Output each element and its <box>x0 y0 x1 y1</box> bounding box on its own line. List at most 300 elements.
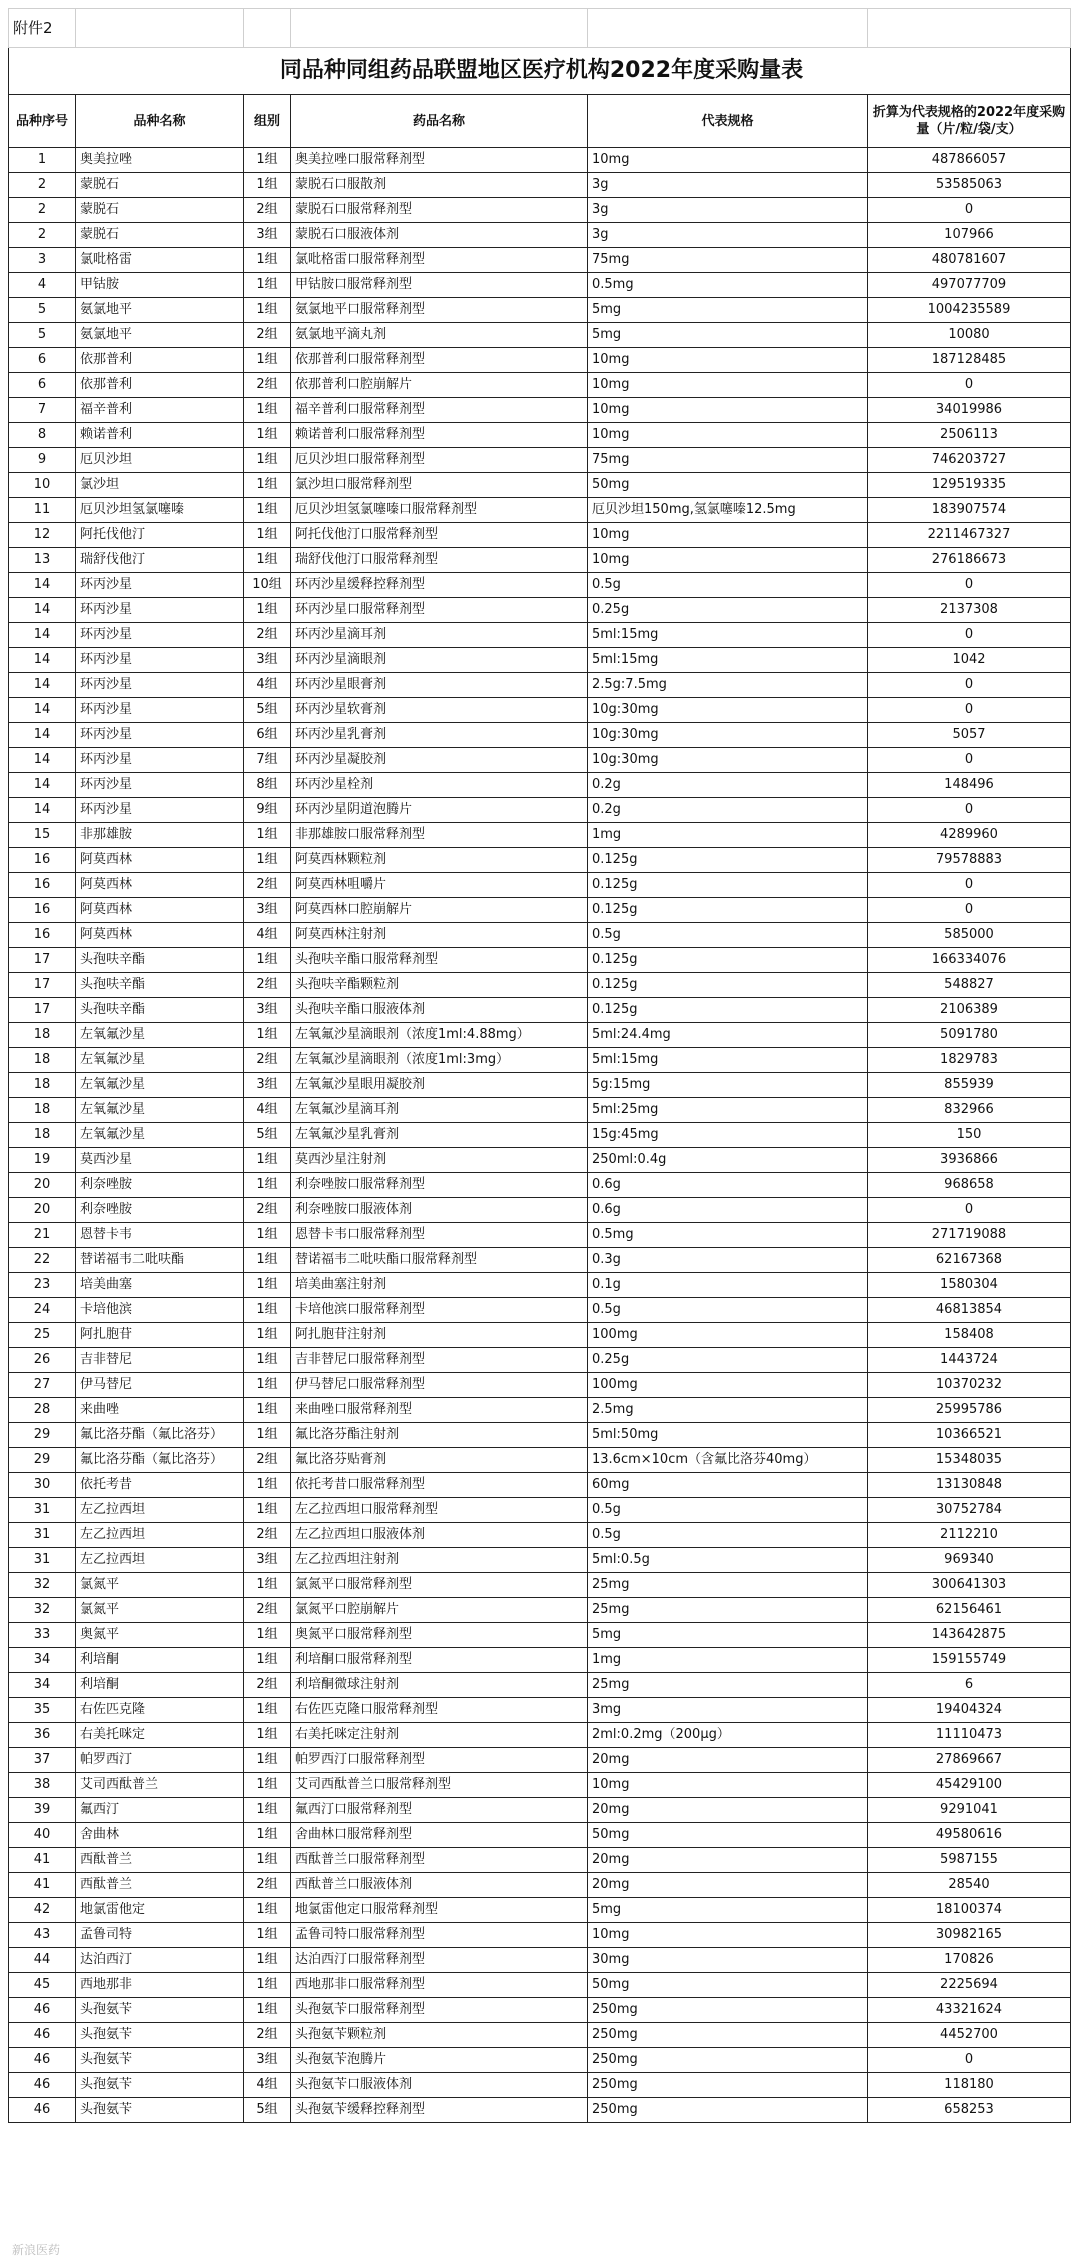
cell-drug-name: 环丙沙星软膏剂 <box>291 698 588 723</box>
table-row <box>9 2048 1071 2073</box>
cell-drug-name: 恩替卡韦口服常释剂型 <box>291 1223 588 1248</box>
cell-group: 1组 <box>244 1698 291 1723</box>
cell-variety-no: 30 <box>9 1473 76 1498</box>
header-quantity: 折算为代表规格的2022年度采购量（片/粒/袋/支） <box>868 95 1071 148</box>
cell-drug-name: 氯氮平口服常释剂型 <box>291 1573 588 1598</box>
cell-drug-name: 左乙拉西坦注射剂 <box>291 1548 588 1573</box>
cell-variety-name: 阿莫西林 <box>76 898 244 923</box>
cell-variety-no: 13 <box>9 548 76 573</box>
cell-group: 7组 <box>244 748 291 773</box>
cell-spec: 20mg <box>588 1873 868 1898</box>
cell-drug-name: 瑞舒伐他汀口服常释剂型 <box>291 548 588 573</box>
table-row <box>9 1173 1071 1198</box>
cell-spec: 0.5mg <box>588 273 868 298</box>
cell-variety-name: 环丙沙星 <box>76 623 244 648</box>
cell-group: 1组 <box>244 148 291 173</box>
cell-quantity: 0 <box>868 573 1071 598</box>
table-row <box>9 698 1071 723</box>
cell-group: 1组 <box>244 848 291 873</box>
table-row <box>9 823 1071 848</box>
cell-quantity: 1829783 <box>868 1048 1071 1073</box>
table-row <box>9 1323 1071 1348</box>
cell-drug-name: 利奈唑胺口服液体剂 <box>291 1198 588 1223</box>
cell-spec: 0.3g <box>588 1248 868 1273</box>
cell-group: 1组 <box>244 523 291 548</box>
cell-drug-name: 氯吡格雷口服常释剂型 <box>291 248 588 273</box>
cell-variety-no: 26 <box>9 1348 76 1373</box>
cell-variety-name: 氟比洛芬酯（氟比洛芬） <box>76 1448 244 1473</box>
cell-quantity: 53585063 <box>868 173 1071 198</box>
cell-quantity: 0 <box>868 2048 1071 2073</box>
cell-quantity: 855939 <box>868 1073 1071 1098</box>
cell-spec: 60mg <box>588 1473 868 1498</box>
cell-variety-name: 氟西汀 <box>76 1798 244 1823</box>
cell-variety-name: 利培酮 <box>76 1648 244 1673</box>
cell-quantity: 5091780 <box>868 1023 1071 1048</box>
cell-variety-name: 头孢氨苄 <box>76 2048 244 2073</box>
cell-quantity: 27869667 <box>868 1748 1071 1773</box>
cell-quantity: 166334076 <box>868 948 1071 973</box>
table-row <box>9 973 1071 998</box>
table-row <box>9 798 1071 823</box>
table-row <box>9 1873 1071 1898</box>
cell-quantity: 79578883 <box>868 848 1071 873</box>
table-row <box>9 523 1071 548</box>
cell-drug-name: 环丙沙星口服常释剂型 <box>291 598 588 623</box>
cell-variety-name: 依那普利 <box>76 348 244 373</box>
cell-spec: 0.5g <box>588 1498 868 1523</box>
table-row <box>9 1698 1071 1723</box>
table-row <box>9 998 1071 1023</box>
cell-group: 4组 <box>244 1098 291 1123</box>
cell-quantity: 15348035 <box>868 1448 1071 1473</box>
cell-drug-name: 氯氮平口腔崩解片 <box>291 1598 588 1623</box>
table-row <box>9 1148 1071 1173</box>
cell-drug-name: 依那普利口服常释剂型 <box>291 348 588 373</box>
cell-variety-name: 莫西沙星 <box>76 1148 244 1173</box>
cell-variety-no: 29 <box>9 1448 76 1473</box>
cell-group: 3组 <box>244 898 291 923</box>
header-spec: 代表规格 <box>588 95 868 148</box>
table-row <box>9 1898 1071 1923</box>
table-row <box>9 1298 1071 1323</box>
cell-spec: 13.6cm×10cm（含氟比洛芬40mg） <box>588 1448 868 1473</box>
cell-drug-name: 阿莫西林口腔崩解片 <box>291 898 588 923</box>
table-row <box>9 348 1071 373</box>
cell-group: 1组 <box>244 348 291 373</box>
cell-quantity: 34019986 <box>868 398 1071 423</box>
cell-drug-name: 氨氯地平滴丸剂 <box>291 323 588 348</box>
cell-quantity: 5987155 <box>868 1848 1071 1873</box>
table-row <box>9 2023 1071 2048</box>
cell-spec: 10g:30mg <box>588 748 868 773</box>
cell-variety-no: 32 <box>9 1598 76 1623</box>
cell-drug-name: 艾司西酞普兰口服常释剂型 <box>291 1773 588 1798</box>
cell-variety-no: 44 <box>9 1948 76 1973</box>
cell-quantity: 0 <box>868 1198 1071 1223</box>
cell-variety-no: 7 <box>9 398 76 423</box>
table-row <box>9 948 1071 973</box>
cell-variety-no: 14 <box>9 623 76 648</box>
cell-group: 2组 <box>244 623 291 648</box>
cell-variety-name: 氯氮平 <box>76 1598 244 1623</box>
cell-quantity: 118180 <box>868 2073 1071 2098</box>
cell-variety-name: 头孢氨苄 <box>76 2023 244 2048</box>
table-row <box>9 1448 1071 1473</box>
cell-drug-name: 右美托咪定注射剂 <box>291 1723 588 1748</box>
cell-spec: 1mg <box>588 1648 868 1673</box>
cell-drug-name: 环丙沙星乳膏剂 <box>291 723 588 748</box>
spreadsheet <box>8 8 1070 2123</box>
table-row <box>9 1223 1071 1248</box>
cell-variety-no: 46 <box>9 1998 76 2023</box>
cell-group: 1组 <box>244 948 291 973</box>
cell-variety-no: 14 <box>9 648 76 673</box>
cell-drug-name: 左氧氟沙星乳膏剂 <box>291 1123 588 1148</box>
cell-spec: 75mg <box>588 448 868 473</box>
cell-variety-name: 西酞普兰 <box>76 1873 244 1898</box>
cell-quantity: 658253 <box>868 2098 1071 2123</box>
cell-variety-no: 18 <box>9 1073 76 1098</box>
cell-quantity: 497077709 <box>868 273 1071 298</box>
cell-spec: 5mg <box>588 323 868 348</box>
cell-variety-no: 23 <box>9 1273 76 1298</box>
cell-spec: 0.1g <box>588 1273 868 1298</box>
cell-variety-no: 24 <box>9 1298 76 1323</box>
cell-variety-no: 4 <box>9 273 76 298</box>
cell-group: 1组 <box>244 173 291 198</box>
cell-spec: 10mg <box>588 523 868 548</box>
cell-variety-no: 17 <box>9 973 76 998</box>
table-row <box>9 573 1071 598</box>
cell-spec: 0.5g <box>588 923 868 948</box>
cell-spec: 1mg <box>588 823 868 848</box>
cell-spec: 10mg <box>588 148 868 173</box>
cell-variety-name: 卡培他滨 <box>76 1298 244 1323</box>
table-row <box>9 1673 1071 1698</box>
cell-quantity: 0 <box>868 873 1071 898</box>
cell-drug-name: 环丙沙星滴眼剂 <box>291 648 588 673</box>
cell-variety-no: 34 <box>9 1648 76 1673</box>
header-variety-no: 品种序号 <box>9 95 76 148</box>
cell-drug-name: 奥氮平口服常释剂型 <box>291 1623 588 1648</box>
table-row <box>9 923 1071 948</box>
cell-group: 5组 <box>244 698 291 723</box>
cell-variety-no: 42 <box>9 1898 76 1923</box>
cell-spec: 3mg <box>588 1698 868 1723</box>
cell-drug-name: 伊马替尼口服常释剂型 <box>291 1373 588 1398</box>
cell-quantity: 480781607 <box>868 248 1071 273</box>
cell-variety-no: 32 <box>9 1573 76 1598</box>
cell-drug-name: 依托考昔口服常释剂型 <box>291 1473 588 1498</box>
cell-quantity: 968658 <box>868 1173 1071 1198</box>
cell-variety-name: 甲钴胺 <box>76 273 244 298</box>
cell-variety-name: 艾司西酞普兰 <box>76 1773 244 1798</box>
table-row <box>9 1023 1071 1048</box>
cell-variety-no: 1 <box>9 148 76 173</box>
cell-quantity: 30982165 <box>868 1923 1071 1948</box>
attachment-label: 附件2 <box>9 9 76 48</box>
cell-drug-name: 阿莫西林颗粒剂 <box>291 848 588 873</box>
cell-spec: 75mg <box>588 248 868 273</box>
cell-variety-no: 41 <box>9 1873 76 1898</box>
cell-variety-name: 头孢呋辛酯 <box>76 998 244 1023</box>
cell-drug-name: 利培酮微球注射剂 <box>291 1673 588 1698</box>
cell-drug-name: 头孢氨苄口服常释剂型 <box>291 1998 588 2023</box>
cell-variety-no: 20 <box>9 1173 76 1198</box>
cell-spec: 0.25g <box>588 598 868 623</box>
cell-group: 4组 <box>244 923 291 948</box>
cell-variety-name: 赖诺普利 <box>76 423 244 448</box>
cell-variety-no: 14 <box>9 698 76 723</box>
cell-quantity: 1042 <box>868 648 1071 673</box>
cell-variety-name: 氯沙坦 <box>76 473 244 498</box>
cell-quantity: 43321624 <box>868 1998 1071 2023</box>
cell-spec: 0.5g <box>588 1298 868 1323</box>
cell-drug-name: 厄贝沙坦口服常释剂型 <box>291 448 588 473</box>
cell-variety-name: 利培酮 <box>76 1673 244 1698</box>
cell-drug-name: 来曲唑口服常释剂型 <box>291 1398 588 1423</box>
cell-quantity: 5057 <box>868 723 1071 748</box>
cell-quantity: 2106389 <box>868 998 1071 1023</box>
table-row <box>9 2098 1071 2123</box>
cell-quantity: 969340 <box>868 1548 1071 1573</box>
table-row <box>9 773 1071 798</box>
cell-spec: 0.2g <box>588 798 868 823</box>
cell-quantity: 585000 <box>868 923 1071 948</box>
cell-spec: 2.5mg <box>588 1398 868 1423</box>
cell-drug-name: 莫西沙星注射剂 <box>291 1148 588 1173</box>
cell-quantity: 0 <box>868 198 1071 223</box>
cell-variety-no: 16 <box>9 873 76 898</box>
cell-variety-name: 阿扎胞苷 <box>76 1323 244 1348</box>
attachment-row <box>9 9 1071 48</box>
cell-variety-name: 头孢呋辛酯 <box>76 973 244 998</box>
cell-variety-name: 帕罗西汀 <box>76 1748 244 1773</box>
cell-group: 1组 <box>244 1498 291 1523</box>
cell-variety-name: 头孢氨苄 <box>76 2098 244 2123</box>
cell-variety-name: 蒙脱石 <box>76 223 244 248</box>
table-row <box>9 1373 1071 1398</box>
cell-quantity: 170826 <box>868 1948 1071 1973</box>
table-row <box>9 1973 1071 1998</box>
cell-variety-name: 环丙沙星 <box>76 698 244 723</box>
cell-variety-no: 36 <box>9 1723 76 1748</box>
cell-variety-name: 右佐匹克隆 <box>76 1698 244 1723</box>
cell-quantity: 2112210 <box>868 1523 1071 1548</box>
cell-quantity: 746203727 <box>868 448 1071 473</box>
cell-spec: 20mg <box>588 1748 868 1773</box>
table-row <box>9 1748 1071 1773</box>
cell-group: 1组 <box>244 1748 291 1773</box>
cell-spec: 250mg <box>588 2073 868 2098</box>
cell-variety-name: 非那雄胺 <box>76 823 244 848</box>
cell-variety-name: 环丙沙星 <box>76 723 244 748</box>
cell-spec: 15g:45mg <box>588 1123 868 1148</box>
table-row <box>9 1473 1071 1498</box>
cell-drug-name: 左氧氟沙星滴眼剂（浓度1ml:4.88mg） <box>291 1023 588 1048</box>
cell-group: 1组 <box>244 1423 291 1448</box>
cell-group: 4组 <box>244 2073 291 2098</box>
cell-spec: 5mg <box>588 1898 868 1923</box>
cell-variety-no: 2 <box>9 173 76 198</box>
header-group: 组别 <box>244 95 291 148</box>
cell-variety-no: 14 <box>9 723 76 748</box>
table-row <box>9 848 1071 873</box>
cell-quantity: 4452700 <box>868 2023 1071 2048</box>
cell-variety-name: 瑞舒伐他汀 <box>76 548 244 573</box>
cell-variety-name: 头孢氨苄 <box>76 1998 244 2023</box>
cell-group: 1组 <box>244 1223 291 1248</box>
cell-drug-name: 吉非替尼口服常释剂型 <box>291 1348 588 1373</box>
cell-variety-no: 9 <box>9 448 76 473</box>
cell-group: 1组 <box>244 1773 291 1798</box>
cell-group: 1组 <box>244 1473 291 1498</box>
table-row <box>9 1798 1071 1823</box>
table-row <box>9 1123 1071 1148</box>
cell-variety-no: 43 <box>9 1923 76 1948</box>
cell-group: 2组 <box>244 873 291 898</box>
cell-spec: 10mg <box>588 1773 868 1798</box>
cell-drug-name: 环丙沙星栓剂 <box>291 773 588 798</box>
cell-drug-name: 甲钴胺口服常释剂型 <box>291 273 588 298</box>
table-row <box>9 1198 1071 1223</box>
cell-drug-name: 左乙拉西坦口服液体剂 <box>291 1523 588 1548</box>
table-row <box>9 1598 1071 1623</box>
cell-spec: 250mg <box>588 1998 868 2023</box>
cell-variety-no: 21 <box>9 1223 76 1248</box>
cell-variety-name: 氯氮平 <box>76 1573 244 1598</box>
cell-variety-no: 46 <box>9 2073 76 2098</box>
cell-variety-no: 46 <box>9 2048 76 2073</box>
cell-variety-name: 福辛普利 <box>76 398 244 423</box>
table-row <box>9 648 1071 673</box>
cell-quantity: 0 <box>868 373 1071 398</box>
cell-quantity: 159155749 <box>868 1648 1071 1673</box>
cell-quantity: 62167368 <box>868 1248 1071 1273</box>
cell-variety-no: 14 <box>9 673 76 698</box>
cell-spec: 250mg <box>588 2023 868 2048</box>
cell-variety-name: 氨氯地平 <box>76 298 244 323</box>
table-row <box>9 1573 1071 1598</box>
cell-variety-name: 奥美拉唑 <box>76 148 244 173</box>
cell-variety-name: 厄贝沙坦 <box>76 448 244 473</box>
cell-drug-name: 孟鲁司特口服常释剂型 <box>291 1923 588 1948</box>
cell-variety-no: 8 <box>9 423 76 448</box>
cell-variety-name: 依那普利 <box>76 373 244 398</box>
cell-spec: 3g <box>588 198 868 223</box>
cell-group: 1组 <box>244 1998 291 2023</box>
cell-variety-name: 奥氮平 <box>76 1623 244 1648</box>
cell-group: 1组 <box>244 498 291 523</box>
table-row <box>9 1498 1071 1523</box>
cell-variety-no: 2 <box>9 223 76 248</box>
cell-group: 1组 <box>244 1948 291 1973</box>
cell-spec: 5ml:0.5g <box>588 1548 868 1573</box>
cell-quantity: 158408 <box>868 1323 1071 1348</box>
cell-quantity: 832966 <box>868 1098 1071 1123</box>
cell-quantity: 143642875 <box>868 1623 1071 1648</box>
cell-group: 1组 <box>244 473 291 498</box>
cell-spec: 5ml:15mg <box>588 1048 868 1073</box>
cell-spec: 10mg <box>588 398 868 423</box>
cell-variety-name: 头孢氨苄 <box>76 2073 244 2098</box>
cell-group: 1组 <box>244 598 291 623</box>
cell-spec: 0.5mg <box>588 1223 868 1248</box>
cell-spec: 5ml:15mg <box>588 623 868 648</box>
cell-variety-no: 5 <box>9 298 76 323</box>
cell-variety-name: 蒙脱石 <box>76 173 244 198</box>
cell-spec: 10mg <box>588 548 868 573</box>
cell-quantity: 271719088 <box>868 1223 1071 1248</box>
cell-quantity: 2225694 <box>868 1973 1071 1998</box>
cell-variety-no: 46 <box>9 2098 76 2123</box>
header-variety-name: 品种名称 <box>76 95 244 148</box>
watermark: 新浪医药 <box>12 2243 61 2257</box>
cell-drug-name: 头孢呋辛酯口服液体剂 <box>291 998 588 1023</box>
cell-variety-name: 恩替卡韦 <box>76 1223 244 1248</box>
table-row <box>9 1773 1071 1798</box>
table-row <box>9 173 1071 198</box>
cell-quantity: 19404324 <box>868 1698 1071 1723</box>
cell-group: 1组 <box>244 448 291 473</box>
header-row <box>9 95 1071 148</box>
cell-variety-name: 阿莫西林 <box>76 848 244 873</box>
table-row <box>9 298 1071 323</box>
cell-variety-name: 左氧氟沙星 <box>76 1073 244 1098</box>
cell-group: 1组 <box>244 1348 291 1373</box>
cell-quantity: 30752784 <box>868 1498 1071 1523</box>
table-row <box>9 1623 1071 1648</box>
table-row <box>9 1348 1071 1373</box>
cell-variety-no: 41 <box>9 1848 76 1873</box>
cell-variety-no: 12 <box>9 523 76 548</box>
cell-variety-no: 16 <box>9 923 76 948</box>
cell-drug-name: 达泊西汀口服常释剂型 <box>291 1948 588 1973</box>
cell-variety-name: 西地那非 <box>76 1973 244 1998</box>
table-row <box>9 248 1071 273</box>
cell-quantity: 46813854 <box>868 1298 1071 1323</box>
cell-drug-name: 头孢氨苄口服液体剂 <box>291 2073 588 2098</box>
cell-group: 2组 <box>244 973 291 998</box>
cell-quantity: 49580616 <box>868 1823 1071 1848</box>
cell-variety-name: 伊马替尼 <box>76 1373 244 1398</box>
cell-drug-name: 舍曲林口服常释剂型 <box>291 1823 588 1848</box>
cell-quantity: 10080 <box>868 323 1071 348</box>
cell-drug-name: 阿莫西林注射剂 <box>291 923 588 948</box>
cell-group: 5组 <box>244 1123 291 1148</box>
cell-variety-name: 阿莫西林 <box>76 923 244 948</box>
cell-group: 2组 <box>244 1198 291 1223</box>
cell-spec: 100mg <box>588 1323 868 1348</box>
cell-variety-name: 环丙沙星 <box>76 598 244 623</box>
cell-spec: 100mg <box>588 1373 868 1398</box>
cell-drug-name: 蒙脱石口服常释剂型 <box>291 198 588 223</box>
cell-drug-name: 奥美拉唑口服常释剂型 <box>291 148 588 173</box>
cell-quantity: 300641303 <box>868 1573 1071 1598</box>
table-row <box>9 1923 1071 1948</box>
cell-quantity: 4289960 <box>868 823 1071 848</box>
cell-variety-name: 氟比洛芬酯（氟比洛芬） <box>76 1423 244 1448</box>
cell-group: 1组 <box>244 398 291 423</box>
cell-variety-no: 38 <box>9 1773 76 1798</box>
table-row <box>9 1523 1071 1548</box>
cell-variety-name: 来曲唑 <box>76 1398 244 1423</box>
cell-quantity: 1004235589 <box>868 298 1071 323</box>
cell-variety-no: 16 <box>9 848 76 873</box>
procurement-table <box>8 8 1071 2123</box>
cell-spec: 10mg <box>588 423 868 448</box>
